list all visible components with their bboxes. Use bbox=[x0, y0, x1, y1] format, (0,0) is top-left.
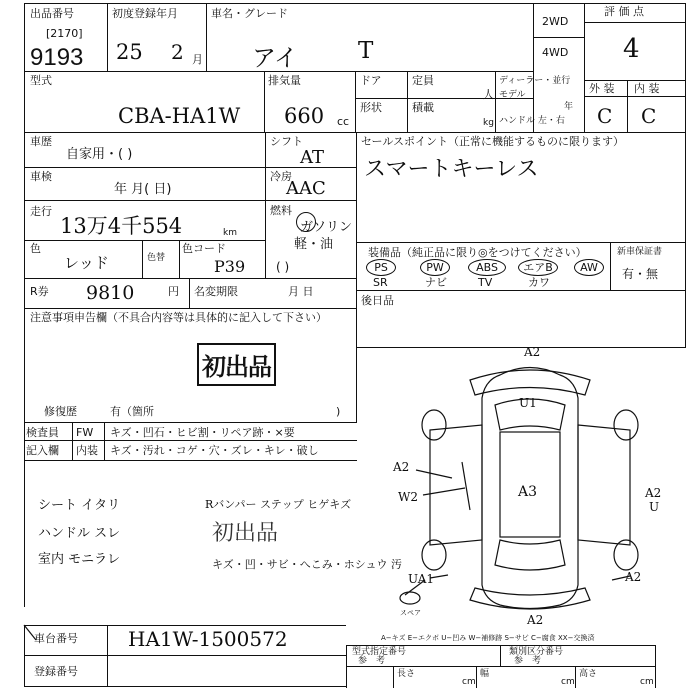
dmg-u-right: U bbox=[649, 500, 660, 514]
dmg-w2: W2 bbox=[398, 490, 418, 504]
lot-sub: [2170] bbox=[46, 27, 83, 40]
handle-label: ハンドル 左・右 bbox=[499, 116, 565, 126]
repair-value: 有（箇所 bbox=[110, 405, 154, 418]
width-unit: cm bbox=[561, 677, 575, 687]
lot-number: 9193 bbox=[30, 44, 84, 71]
length-label: 長さ bbox=[397, 669, 416, 679]
wheel-fl bbox=[422, 410, 446, 440]
damage-legend: A−キズ E−エクボ U−凹み W−補修跡 S−サビ C−腐食 XX−交換済 bbox=[381, 634, 595, 642]
dmg-a2-rear: A2 bbox=[527, 613, 544, 627]
mileage-value: 13万4千554 bbox=[60, 214, 183, 238]
first-reg-label: 初度登録年月 bbox=[112, 7, 178, 20]
delivery-label: 後日品 bbox=[361, 294, 394, 307]
name-change-label: 名変期限 bbox=[194, 285, 238, 298]
ext-label: 外 装 bbox=[589, 82, 615, 95]
note-right-1: Rバンパー ステップ ヒゲキズ bbox=[205, 498, 352, 511]
spare-label: スペア bbox=[400, 609, 421, 617]
recycle-label: R券 bbox=[30, 285, 49, 298]
equip-abs: ABS bbox=[468, 259, 506, 276]
ref1-label: 型式指定番号 bbox=[352, 647, 407, 657]
color-code-label: 色コード bbox=[182, 242, 226, 255]
rear-bumper bbox=[470, 588, 590, 609]
inspection-value: 年 月( 日) bbox=[114, 182, 172, 197]
ref2-label: 類別区分番号 bbox=[509, 647, 564, 657]
wd4-label: 4WD bbox=[542, 46, 569, 59]
equip-aw: AW bbox=[574, 259, 604, 276]
w2-leader-line bbox=[423, 488, 465, 495]
sales-value: スマートキーレス bbox=[364, 157, 539, 182]
door-label: ドア bbox=[360, 74, 382, 87]
load-label: 積載 bbox=[412, 101, 434, 114]
model-name: アイ bbox=[252, 44, 298, 72]
recycle-value: 9810 bbox=[86, 282, 135, 304]
fw-items: キズ・凹石・ヒビ割・リペア跡・×要 bbox=[110, 426, 295, 439]
fuel-value: ガソリン bbox=[300, 220, 353, 235]
fuel-alt: 軽・油 bbox=[294, 237, 334, 252]
wd2-label: 2WD bbox=[542, 15, 569, 28]
height-label: 高さ bbox=[579, 669, 598, 679]
dmg-a3: A3 bbox=[518, 484, 538, 500]
ext-score: C bbox=[597, 104, 613, 128]
fuel-paren: ( ) bbox=[276, 260, 290, 274]
color-label: 色 bbox=[30, 242, 41, 255]
repair-label: 修復歴 bbox=[44, 405, 77, 418]
note-left-2: ハンドル スレ bbox=[38, 526, 121, 541]
rating-label: 評 価 点 bbox=[604, 5, 644, 18]
equip-ps: PS bbox=[366, 259, 396, 276]
warranty-value: 有・無 bbox=[622, 267, 659, 281]
ref2-sub: 参 考 bbox=[514, 656, 542, 666]
equip-sr: SR bbox=[373, 276, 388, 289]
reg-label: 登録番号 bbox=[34, 665, 78, 678]
model-year-label: モデル bbox=[499, 90, 526, 100]
month-unit: 月 bbox=[192, 53, 203, 66]
first-reg-month: 2 bbox=[171, 40, 184, 64]
first-listing-stamp: 初出品 bbox=[197, 343, 276, 386]
capacity-label: 定員 bbox=[412, 74, 434, 87]
lot-label: 出品番号 bbox=[30, 7, 74, 20]
note-stamp: 初出品 bbox=[212, 521, 279, 546]
color-value: レッド bbox=[64, 254, 109, 272]
color-code-value: P39 bbox=[214, 257, 246, 276]
history-value: 自家用・( ) bbox=[66, 147, 133, 162]
fw-label: FW bbox=[76, 426, 94, 439]
shift-value: AT bbox=[300, 147, 325, 168]
w2-marker-line bbox=[462, 462, 470, 510]
width-label: 幅 bbox=[480, 669, 490, 679]
inspector-label: 検査員 bbox=[26, 426, 59, 439]
km-unit: km bbox=[223, 228, 237, 238]
length-unit: cm bbox=[462, 677, 476, 687]
warranty-label: 新車保証書 bbox=[617, 247, 663, 257]
equip-pw: PW bbox=[420, 259, 450, 276]
model-label: 車名・グレード bbox=[211, 7, 288, 20]
equipment-title: 装備品（純正品に限り◎をつけてください） bbox=[368, 246, 587, 259]
left-side-front bbox=[430, 425, 482, 545]
overall-score: 4 bbox=[623, 34, 640, 64]
notes-title: 注意事項申告欄（不具合内容等は具体的に記入して下さい） bbox=[30, 311, 327, 324]
right-side bbox=[578, 425, 630, 545]
aircon-label: 冷房 bbox=[270, 170, 292, 183]
note-left-3: 室内 モニラレ bbox=[38, 552, 121, 567]
dmg-u1: U1 bbox=[519, 396, 537, 410]
note-left-1: シート イタリ bbox=[38, 498, 121, 513]
equip-tv: TV bbox=[478, 276, 493, 289]
int-score: C bbox=[641, 104, 657, 128]
equip-airbag: エアB bbox=[518, 259, 558, 276]
int-label: 内装 bbox=[76, 444, 98, 457]
note-right-2: キズ・凹・サビ・へこみ・ホシュウ 汚 bbox=[212, 558, 403, 571]
dmg-a2-left: A2 bbox=[393, 460, 410, 474]
dmg-ua1: UA1 bbox=[408, 572, 435, 586]
shift-label: シフト bbox=[270, 135, 303, 148]
dmg-a2-right: A2 bbox=[645, 486, 662, 500]
ref1-sub: 参 考 bbox=[358, 656, 386, 666]
yen-unit: 円 bbox=[168, 285, 179, 298]
a2-marker-line bbox=[416, 470, 452, 478]
cc-unit: cc bbox=[337, 115, 350, 128]
fuel-label: 燃料 bbox=[270, 204, 292, 217]
height-unit: cm bbox=[640, 677, 654, 687]
chassis-value: HA1W-1500572 bbox=[128, 627, 288, 651]
aircon-value: AAC bbox=[286, 178, 326, 199]
history-label: 車歴 bbox=[30, 135, 52, 148]
shape-label: 形状 bbox=[360, 101, 382, 114]
year-unit: 年 bbox=[564, 102, 574, 112]
equip-navi: ナビ bbox=[425, 276, 447, 289]
grade: T bbox=[358, 38, 374, 64]
dealer-label: ディーラー・並行 bbox=[499, 76, 571, 86]
inspection-label: 車検 bbox=[30, 170, 52, 183]
wheel-fr bbox=[614, 410, 638, 440]
dmg-a2-front: A2 bbox=[524, 345, 541, 359]
name-change-value: 月 日 bbox=[288, 285, 314, 298]
dmg-a2-rear-right: A2 bbox=[625, 570, 642, 584]
displacement-value: 660 bbox=[284, 104, 325, 128]
mileage-label: 走行 bbox=[30, 205, 52, 218]
first-reg-year: 25 bbox=[116, 40, 143, 64]
int-items: キズ・汚れ・コゲ・穴・ズレ・キレ・破し bbox=[110, 444, 319, 457]
type-value: CBA-HA1W bbox=[118, 104, 241, 128]
int-label: 内 装 bbox=[634, 82, 660, 95]
recorder-label: 記入欄 bbox=[26, 444, 59, 457]
spare-wheel bbox=[400, 592, 420, 604]
kg-unit: kg bbox=[483, 118, 494, 128]
equip-leather: カワ bbox=[528, 276, 550, 289]
displacement-label: 排気量 bbox=[268, 74, 301, 87]
person-unit: 人 bbox=[483, 88, 494, 101]
chassis-label: 車台番号 bbox=[34, 632, 78, 645]
color-change-label: 色替 bbox=[147, 253, 166, 263]
sales-title: セールスポイント（正常に機能するものに限ります） bbox=[361, 135, 625, 148]
rear-window bbox=[495, 540, 565, 570]
type-label: 型式 bbox=[30, 74, 52, 87]
